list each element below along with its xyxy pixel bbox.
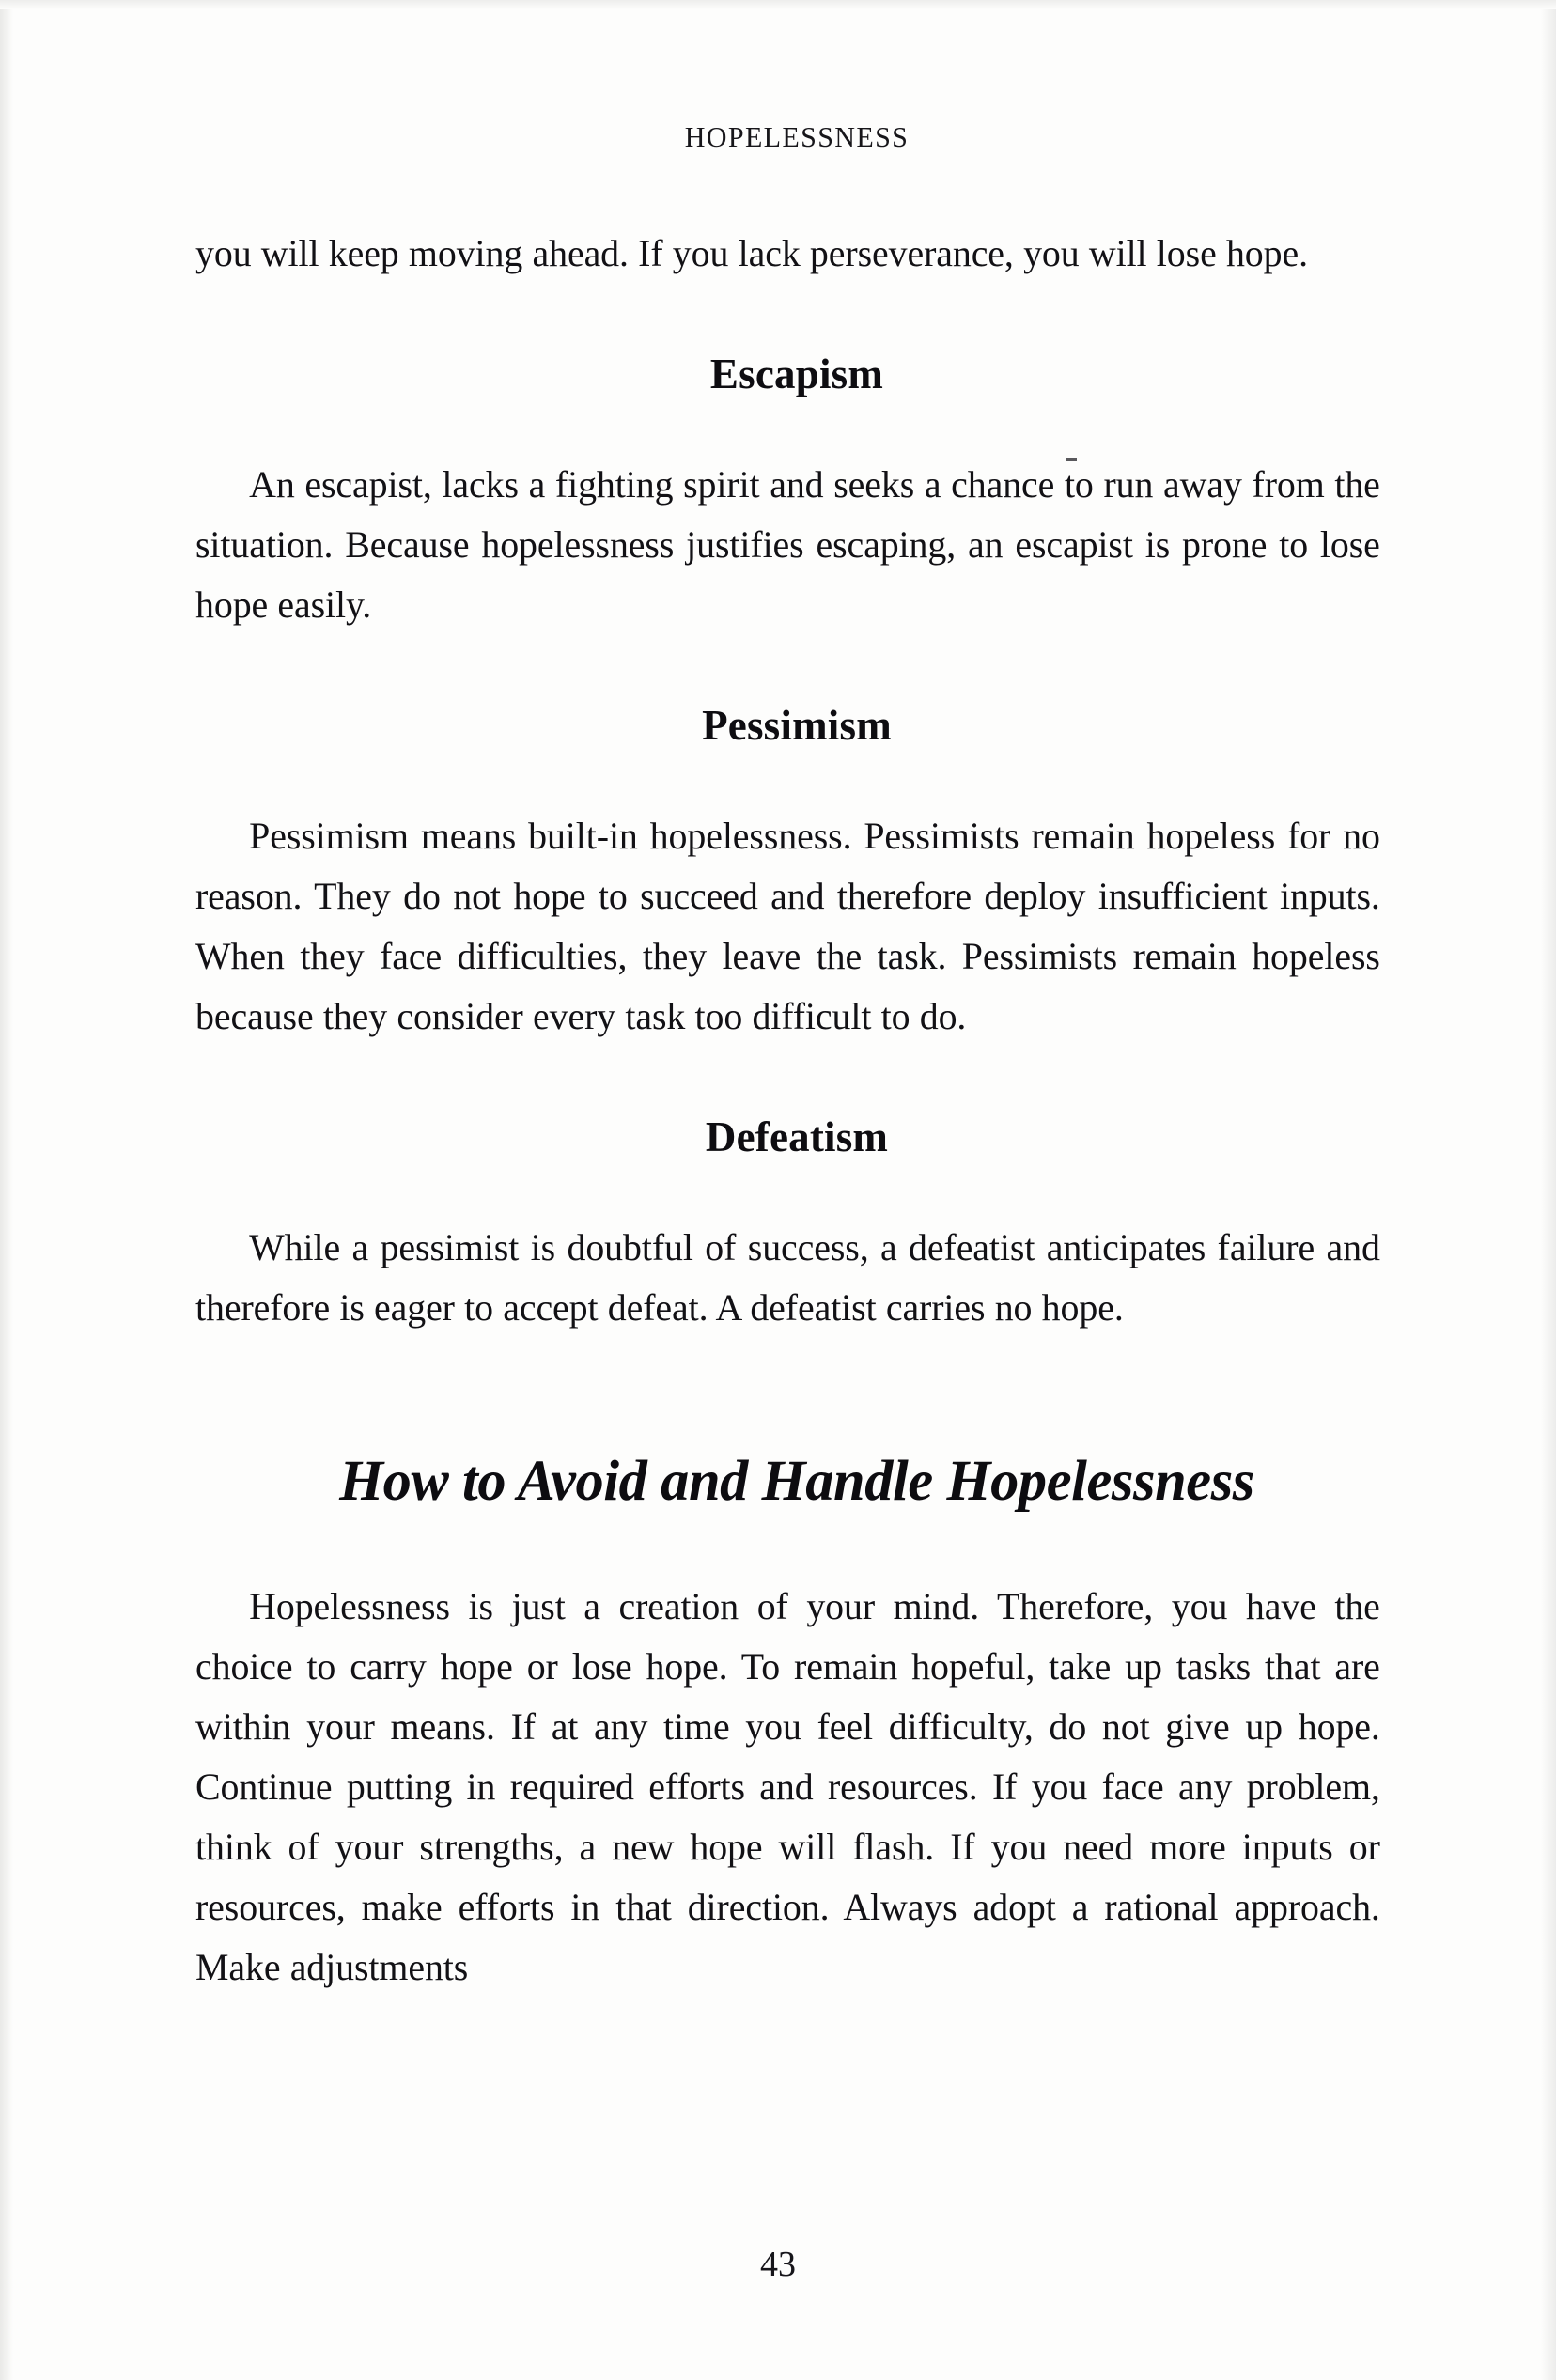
spacer xyxy=(195,1517,1398,1577)
subheading-pessimism: Pessimism xyxy=(702,702,892,749)
spacer xyxy=(195,635,1398,699)
spacer xyxy=(195,1163,1398,1218)
paragraph-defeatism: While a pessimist is doubtful of success, a defeatist anticipates failure and therefore is eager to accept defeat. A defeatist carries no hope. xyxy=(195,1226,1380,1329)
spacer xyxy=(195,400,1398,455)
scan-edge-left xyxy=(0,0,13,2380)
page-number: 43 xyxy=(760,2245,796,2284)
scan-edge-right xyxy=(1541,0,1556,2380)
spacer xyxy=(195,1338,1398,1447)
page-content xyxy=(195,0,1398,1998)
subheading-escapism: Escapism xyxy=(709,350,884,397)
paragraph-pessimism: Pessimism means built-in hopelessness. Pessimists remain hopeless for no reason. They do not hope to succeed and therefore deploy insufficient inputs. When they face difficulties, they leave the task. Pessimists remain hopeless because they consider every task too difficult to do. xyxy=(195,815,1380,1037)
spacer xyxy=(195,154,1398,224)
subheading-defeatism: Defeatism xyxy=(705,1113,889,1160)
spacer xyxy=(195,752,1398,806)
spacer xyxy=(195,284,1398,348)
running-head: HOPELESSNESS xyxy=(684,120,910,153)
paragraph-escapism: An escapist, lacks a fighting spirit and seeks a chance to run away from the situation. Because hopelessness justifies escaping, an escapist is prone to lose hope easily. xyxy=(195,463,1380,626)
paragraph-how-to-avoid: Hopelessness is just a creation of your mind. Therefore, you have the choice to carry hope or lose hope. To remain hopeful, take up tasks that are within your means. If at any time you feel difficulty, do not give up hope. Continue putting in required efforts and resources. If you face any problem, think of your strengths, a new hope will flash. If you need more inputs or resources, make efforts in that direction. Always adopt a rational approach. Make adjustments xyxy=(195,1585,1380,1988)
opening-paragraph: you will keep moving ahead. If you lack perseverance, you will lose hope. xyxy=(195,232,1308,274)
spacer xyxy=(195,1047,1398,1111)
section-heading-how-to-avoid-and-handle-hopelessness: How to Avoid and Handle Hopelessness xyxy=(339,1450,1254,1513)
